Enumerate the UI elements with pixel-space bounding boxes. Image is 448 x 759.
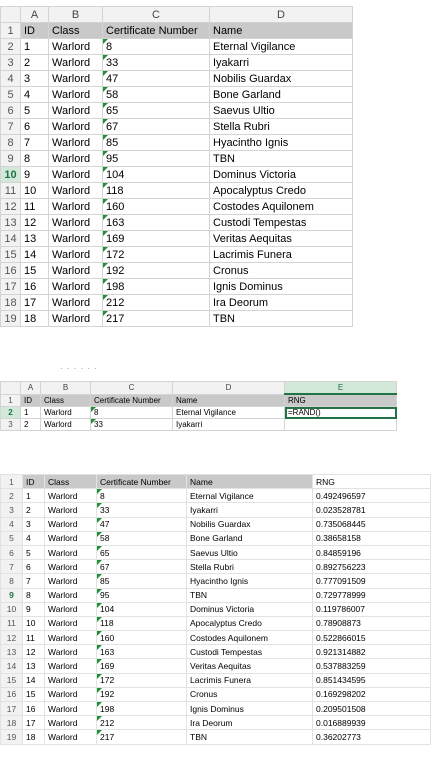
table-row: [1, 489, 431, 503]
table-row: [1, 588, 431, 602]
table-row: [1, 119, 353, 135]
row-number[interactable]: 10: [1, 167, 21, 183]
cell-id[interactable]: 17: [23, 716, 45, 730]
cell-id[interactable]: 5: [23, 545, 45, 559]
column-header-c[interactable]: C: [91, 382, 173, 395]
cell-name[interactable]: Ignis Dominus: [187, 702, 313, 716]
cell-rng[interactable]: 0.537883259: [313, 659, 431, 673]
cell-certificate-number[interactable]: 212: [97, 716, 187, 730]
cell-name[interactable]: Iyakarri: [187, 503, 313, 517]
row-number[interactable]: 9: [1, 588, 23, 602]
cell-name[interactable]: Eternal Vigilance: [210, 39, 353, 55]
cell-class[interactable]: Warlord: [49, 311, 103, 327]
cell-class[interactable]: Warlord: [45, 616, 97, 630]
cell-id[interactable]: 12: [23, 645, 45, 659]
cell-name[interactable]: Costodes Aquilonem: [187, 631, 313, 645]
cell-name[interactable]: TBN: [187, 730, 313, 744]
row-number[interactable]: 7: [1, 119, 21, 135]
column-header-b[interactable]: B: [49, 7, 103, 23]
table-row: [1, 574, 431, 588]
cell-id[interactable]: 4: [23, 531, 45, 545]
cell-name[interactable]: Eternal Vigilance: [187, 489, 313, 503]
row-number[interactable]: 17: [1, 702, 23, 716]
column-header-c[interactable]: C: [103, 7, 210, 23]
cell-class[interactable]: Warlord: [49, 39, 103, 55]
row-number[interactable]: 1: [1, 394, 21, 407]
cell-id[interactable]: 5: [21, 103, 49, 119]
cell-rng[interactable]: 0.851434595: [313, 673, 431, 687]
cell-certificate-number[interactable]: 163: [97, 645, 187, 659]
cell-id[interactable]: 2: [23, 503, 45, 517]
cell-name[interactable]: Iyakarri: [210, 55, 353, 71]
header-cell-name[interactable]: Name: [187, 475, 313, 489]
cell-id[interactable]: 11: [21, 199, 49, 215]
header-cell-name[interactable]: Name: [173, 394, 285, 407]
cell-id[interactable]: 1: [21, 407, 41, 419]
cell-certificate-number[interactable]: 33: [97, 503, 187, 517]
table-row: [1, 135, 353, 151]
table-row: [1, 503, 431, 517]
cell-certificate-number[interactable]: 104: [97, 602, 187, 616]
cell-name[interactable]: Cronus: [210, 263, 353, 279]
cell-class[interactable]: Warlord: [45, 602, 97, 616]
table-header-row: [1, 23, 353, 39]
row-number[interactable]: 13: [1, 645, 23, 659]
row-number[interactable]: 7: [1, 560, 23, 574]
cell-rng[interactable]: [285, 419, 397, 431]
header-cell-rng[interactable]: RNG: [313, 475, 431, 489]
row-number[interactable]: 5: [1, 87, 21, 103]
cell-id[interactable]: 7: [23, 574, 45, 588]
table-row: [1, 631, 431, 645]
cell-certificate-number[interactable]: 65: [103, 103, 210, 119]
cell-name[interactable]: Ignis Dominus: [210, 279, 353, 295]
table-row: [1, 659, 431, 673]
cell-name[interactable]: Eternal Vigilance: [173, 407, 285, 419]
cell-class[interactable]: Warlord: [45, 645, 97, 659]
cell-name[interactable]: TBN: [187, 588, 313, 602]
cell-rng[interactable]: 0.921314882: [313, 645, 431, 659]
table-row: [1, 407, 397, 419]
cell-class[interactable]: Warlord: [49, 215, 103, 231]
table-row: [1, 167, 353, 183]
column-header-row: [1, 382, 397, 395]
cell-name[interactable]: Cronus: [187, 687, 313, 701]
cell-name[interactable]: Ira Deorum: [187, 716, 313, 730]
cell-rng[interactable]: 0.84859196: [313, 545, 431, 559]
row-number[interactable]: 5: [1, 531, 23, 545]
table-row: [1, 231, 353, 247]
cell-id[interactable]: 13: [21, 231, 49, 247]
cell-name[interactable]: Saevus Ultio: [210, 103, 353, 119]
cell-class[interactable]: Warlord: [45, 531, 97, 545]
cell-name[interactable]: Custodi Tempestas: [187, 645, 313, 659]
cell-name[interactable]: Nobilis Guardax: [187, 517, 313, 531]
cell-name[interactable]: Ira Deorum: [210, 295, 353, 311]
row-number[interactable]: 9: [1, 151, 21, 167]
row-number[interactable]: 15: [1, 247, 21, 263]
cell-class[interactable]: Warlord: [45, 716, 97, 730]
spreadsheet-grid: [0, 381, 397, 431]
column-header-d[interactable]: D: [210, 7, 353, 23]
cell-id[interactable]: 12: [21, 215, 49, 231]
cell-id[interactable]: 16: [23, 702, 45, 716]
row-number[interactable]: 2: [1, 407, 21, 419]
cell-name[interactable]: Stella Rubri: [210, 119, 353, 135]
table-row: [1, 87, 353, 103]
header-cell-class[interactable]: Class: [41, 394, 91, 407]
cell-certificate-number[interactable]: 33: [91, 419, 173, 431]
select-all-corner[interactable]: [1, 382, 21, 395]
table-row: [1, 545, 431, 559]
cell-id[interactable]: 18: [23, 730, 45, 744]
header-cell-rng[interactable]: RNG: [285, 394, 397, 407]
cell-rng[interactable]: 0.209501508: [313, 702, 431, 716]
cell-id[interactable]: 10: [23, 616, 45, 630]
table-row: [1, 645, 431, 659]
cell-class[interactable]: Warlord: [45, 489, 97, 503]
cell-class[interactable]: Warlord: [41, 407, 91, 419]
row-number[interactable]: 16: [1, 263, 21, 279]
cell-class[interactable]: Warlord: [45, 545, 97, 559]
cell-id[interactable]: 16: [21, 279, 49, 295]
cell-name[interactable]: Dominus Victoria: [210, 167, 353, 183]
table-row: [1, 151, 353, 167]
cell-id[interactable]: 1: [21, 39, 49, 55]
cell-class[interactable]: Warlord: [49, 55, 103, 71]
cell-id[interactable]: 6: [23, 560, 45, 574]
cell-rng[interactable]: 0.119786007: [313, 602, 431, 616]
cell-certificate-number[interactable]: 198: [97, 702, 187, 716]
cell-name[interactable]: Veritas Aequitas: [210, 231, 353, 247]
cell-class[interactable]: Warlord: [45, 631, 97, 645]
table-row: [1, 103, 353, 119]
cell-name[interactable]: Bone Garland: [210, 87, 353, 103]
cell-name[interactable]: Lacrimis Funera: [210, 247, 353, 263]
header-cell-id[interactable]: ID: [21, 394, 41, 407]
cell-rng[interactable]: 0.38658158: [313, 531, 431, 545]
spreadsheet-grid: [0, 474, 431, 745]
cell-class[interactable]: Warlord: [45, 560, 97, 574]
cell-class[interactable]: Warlord: [49, 279, 103, 295]
row-number[interactable]: 15: [1, 673, 23, 687]
cell-id[interactable]: 3: [23, 517, 45, 531]
row-number[interactable]: 19: [1, 730, 23, 744]
cell-class[interactable]: Warlord: [49, 167, 103, 183]
table-row: [1, 199, 353, 215]
row-number[interactable]: 8: [1, 135, 21, 151]
row-number[interactable]: 12: [1, 199, 21, 215]
cell-id[interactable]: 8: [21, 151, 49, 167]
cell-certificate-number[interactable]: 47: [97, 517, 187, 531]
cell-rng[interactable]: 0.36202773: [313, 730, 431, 744]
cell-rng[interactable]: 0.735068445: [313, 517, 431, 531]
column-header-a[interactable]: A: [21, 7, 49, 23]
cell-rng[interactable]: =RAND(): [285, 407, 397, 419]
cell-certificate-number[interactable]: 118: [97, 616, 187, 630]
cell-certificate-number[interactable]: 192: [97, 687, 187, 701]
cell-certificate-number[interactable]: 172: [97, 673, 187, 687]
cell-rng[interactable]: 0.777091509: [313, 574, 431, 588]
cell-id[interactable]: 9: [23, 602, 45, 616]
header-cell-certificate-number[interactable]: Certificate Number: [97, 475, 187, 489]
cell-class[interactable]: Warlord: [49, 151, 103, 167]
cell-certificate-number[interactable]: 163: [103, 215, 210, 231]
cell-id[interactable]: 4: [21, 87, 49, 103]
cell-class[interactable]: Warlord: [49, 199, 103, 215]
cell-certificate-number[interactable]: 8: [97, 489, 187, 503]
cell-name[interactable]: Stella Rubri: [187, 560, 313, 574]
table-row: [1, 71, 353, 87]
row-number[interactable]: 1: [1, 23, 21, 39]
cell-class[interactable]: Warlord: [41, 419, 91, 431]
cell-name[interactable]: Costodes Aquilonem: [210, 199, 353, 215]
cell-certificate-number[interactable]: 65: [97, 545, 187, 559]
cell-certificate-number[interactable]: 47: [103, 71, 210, 87]
cell-class[interactable]: Warlord: [49, 295, 103, 311]
cell-class[interactable]: Warlord: [45, 687, 97, 701]
table-row: [1, 295, 353, 311]
cell-class[interactable]: Warlord: [45, 517, 97, 531]
cell-certificate-number[interactable]: 169: [103, 231, 210, 247]
table-row: [1, 616, 431, 630]
column-header-e[interactable]: E: [285, 382, 397, 395]
row-number[interactable]: 10: [1, 602, 23, 616]
cell-name[interactable]: Nobilis Guardax: [210, 71, 353, 87]
row-number[interactable]: 13: [1, 215, 21, 231]
table-row: [1, 183, 353, 199]
table-row: [1, 215, 353, 231]
table-header-row: [1, 475, 431, 489]
table-row: [1, 560, 431, 574]
cell-name[interactable]: TBN: [210, 151, 353, 167]
cell-class[interactable]: Warlord: [45, 574, 97, 588]
cell-class[interactable]: Warlord: [49, 87, 103, 103]
row-number[interactable]: 11: [1, 183, 21, 199]
cell-class[interactable]: Warlord: [45, 702, 97, 716]
row-number[interactable]: 6: [1, 103, 21, 119]
header-cell-name[interactable]: Name: [210, 23, 353, 39]
cell-class[interactable]: Warlord: [45, 503, 97, 517]
header-cell-class[interactable]: Class: [49, 23, 103, 39]
cell-id[interactable]: 7: [21, 135, 49, 151]
cell-name[interactable]: Iyakarri: [173, 419, 285, 431]
cell-id[interactable]: 18: [21, 311, 49, 327]
cell-class[interactable]: Warlord: [45, 673, 97, 687]
cell-id[interactable]: 1: [23, 489, 45, 503]
cell-certificate-number[interactable]: 160: [97, 631, 187, 645]
cell-name[interactable]: Apocalyptus Credo: [210, 183, 353, 199]
cell-class[interactable]: Warlord: [49, 231, 103, 247]
cell-certificate-number[interactable]: 95: [97, 588, 187, 602]
cell-name[interactable]: Custodi Tempestas: [210, 215, 353, 231]
column-header-row: [1, 7, 353, 23]
cell-certificate-number[interactable]: 95: [103, 151, 210, 167]
row-number[interactable]: 8: [1, 574, 23, 588]
row-number[interactable]: 12: [1, 631, 23, 645]
cell-certificate-number[interactable]: 169: [97, 659, 187, 673]
row-number[interactable]: 14: [1, 231, 21, 247]
header-cell-id[interactable]: ID: [23, 475, 45, 489]
table-row: [1, 730, 431, 744]
row-number[interactable]: 6: [1, 545, 23, 559]
cell-certificate-number[interactable]: 33: [103, 55, 210, 71]
spreadsheet-panel-original: [0, 6, 353, 327]
table-row: [1, 55, 353, 71]
row-number[interactable]: 14: [1, 659, 23, 673]
cell-class[interactable]: Warlord: [45, 730, 97, 744]
cell-rng[interactable]: 0.522866015: [313, 631, 431, 645]
cell-id[interactable]: 17: [21, 295, 49, 311]
cell-rng[interactable]: 0.023528781: [313, 503, 431, 517]
row-number[interactable]: 11: [1, 616, 23, 630]
cell-certificate-number[interactable]: 192: [103, 263, 210, 279]
cell-name[interactable]: Veritas Aequitas: [187, 659, 313, 673]
cell-certificate-number[interactable]: 217: [97, 730, 187, 744]
cell-class[interactable]: Warlord: [49, 263, 103, 279]
cell-class[interactable]: Warlord: [49, 119, 103, 135]
cell-rng[interactable]: 0.016889939: [313, 716, 431, 730]
cell-rng[interactable]: 0.169298202: [313, 687, 431, 701]
cell-rng[interactable]: 0.892756223: [313, 560, 431, 574]
table-row: [1, 602, 431, 616]
cell-id[interactable]: 14: [23, 673, 45, 687]
cell-id[interactable]: 9: [21, 167, 49, 183]
row-number[interactable]: 2: [1, 39, 21, 55]
cell-id[interactable]: 2: [21, 419, 41, 431]
header-cell-certificate-number[interactable]: Certificate Number: [91, 394, 173, 407]
cell-id[interactable]: 3: [21, 71, 49, 87]
table-row: [1, 263, 353, 279]
cell-id[interactable]: 14: [21, 247, 49, 263]
cell-class[interactable]: Warlord: [49, 103, 103, 119]
row-number[interactable]: 4: [1, 517, 23, 531]
row-number[interactable]: 19: [1, 311, 21, 327]
row-number[interactable]: 17: [1, 279, 21, 295]
row-number[interactable]: 3: [1, 55, 21, 71]
cell-name[interactable]: Lacrimis Funera: [187, 673, 313, 687]
cell-id[interactable]: 11: [23, 631, 45, 645]
column-header-b[interactable]: B: [41, 382, 91, 395]
cell-rng[interactable]: 0.492496597: [313, 489, 431, 503]
cell-certificate-number[interactable]: 160: [103, 199, 210, 215]
cell-certificate-number[interactable]: 85: [103, 135, 210, 151]
row-number[interactable]: 18: [1, 716, 23, 730]
table-row: [1, 279, 353, 295]
cell-name[interactable]: Bone Garland: [187, 531, 313, 545]
table-row: [1, 517, 431, 531]
table-row: [1, 531, 431, 545]
cell-certificate-number[interactable]: 85: [97, 574, 187, 588]
table-row: [1, 247, 353, 263]
header-cell-certificate-number[interactable]: Certificate Number: [103, 23, 210, 39]
cell-certificate-number[interactable]: 118: [103, 183, 210, 199]
cell-certificate-number[interactable]: 104: [103, 167, 210, 183]
row-number[interactable]: 18: [1, 295, 21, 311]
row-number[interactable]: 3: [1, 419, 21, 431]
cell-certificate-number[interactable]: 198: [103, 279, 210, 295]
cell-class[interactable]: Warlord: [45, 588, 97, 602]
table-row: [1, 687, 431, 701]
cell-id[interactable]: 15: [23, 687, 45, 701]
row-number[interactable]: 16: [1, 687, 23, 701]
table-row: [1, 673, 431, 687]
cell-certificate-number[interactable]: 58: [97, 531, 187, 545]
row-number[interactable]: 1: [1, 475, 23, 489]
cell-id[interactable]: 2: [21, 55, 49, 71]
cell-name[interactable]: Apocalyptus Credo: [187, 616, 313, 630]
spreadsheet-panel-results: [0, 474, 431, 745]
cell-certificate-number[interactable]: 8: [91, 407, 173, 419]
cell-name[interactable]: Dominus Victoria: [187, 602, 313, 616]
cell-id[interactable]: 15: [21, 263, 49, 279]
column-header-a[interactable]: A: [21, 382, 41, 395]
cell-id[interactable]: 10: [21, 183, 49, 199]
cell-class[interactable]: Warlord: [49, 183, 103, 199]
cell-certificate-number[interactable]: 172: [103, 247, 210, 263]
cell-certificate-number[interactable]: 212: [103, 295, 210, 311]
cell-rng[interactable]: 0.78908873: [313, 616, 431, 630]
cell-certificate-number[interactable]: 217: [103, 311, 210, 327]
select-all-corner[interactable]: [1, 7, 21, 23]
cell-name[interactable]: TBN: [210, 311, 353, 327]
row-number[interactable]: 4: [1, 71, 21, 87]
cell-certificate-number[interactable]: 67: [97, 560, 187, 574]
cell-class[interactable]: Warlord: [49, 71, 103, 87]
cell-name[interactable]: Saevus Ultio: [187, 545, 313, 559]
cell-name[interactable]: Hyacintho Ignis: [210, 135, 353, 151]
spreadsheet-grid: [0, 6, 353, 327]
spreadsheet-panel-formula: [0, 381, 397, 431]
header-cell-id[interactable]: ID: [21, 23, 49, 39]
table-row: [1, 39, 353, 55]
table-header-row: [1, 394, 397, 407]
table-row: [1, 702, 431, 716]
cell-certificate-number[interactable]: 58: [103, 87, 210, 103]
cell-id[interactable]: 13: [23, 659, 45, 673]
cropped-toolbar-strip: · · · · · ·: [60, 364, 99, 373]
column-header-d[interactable]: D: [173, 382, 285, 395]
cell-id[interactable]: 6: [21, 119, 49, 135]
row-number[interactable]: 3: [1, 503, 23, 517]
cell-class[interactable]: Warlord: [45, 659, 97, 673]
table-row: [1, 419, 397, 431]
cell-name[interactable]: Hyacintho Ignis: [187, 574, 313, 588]
cell-certificate-number[interactable]: 8: [103, 39, 210, 55]
cell-id[interactable]: 8: [23, 588, 45, 602]
table-row: [1, 716, 431, 730]
cell-rng[interactable]: 0.729778999: [313, 588, 431, 602]
header-cell-class[interactable]: Class: [45, 475, 97, 489]
row-number[interactable]: 2: [1, 489, 23, 503]
cell-certificate-number[interactable]: 67: [103, 119, 210, 135]
table-row: [1, 311, 353, 327]
cell-class[interactable]: Warlord: [49, 135, 103, 151]
cell-class[interactable]: Warlord: [49, 247, 103, 263]
